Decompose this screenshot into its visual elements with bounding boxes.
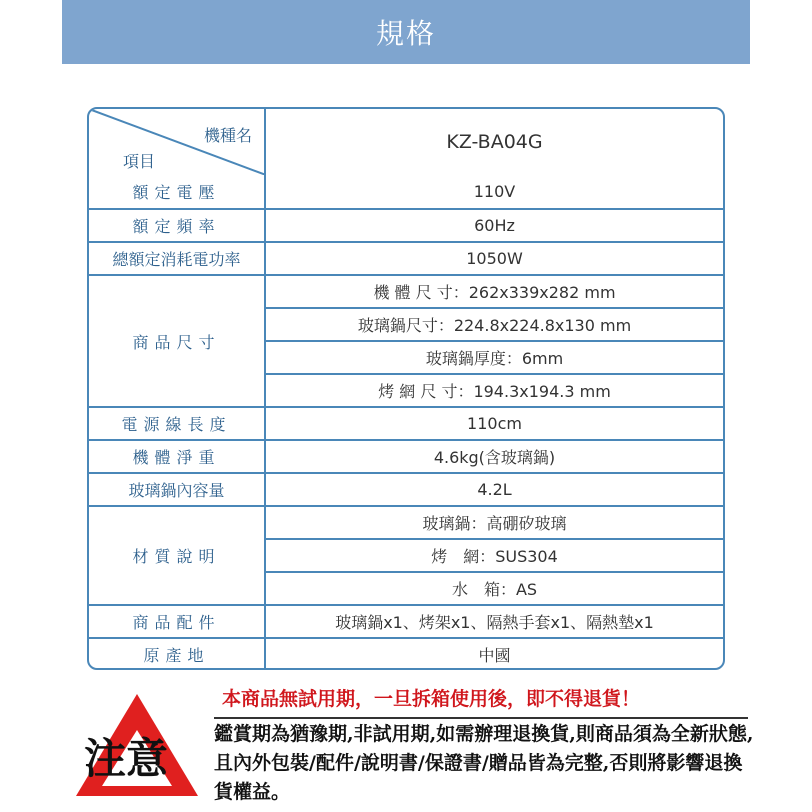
row-value: 機 體 尺 寸：262x339x282 mm	[373, 283, 616, 302]
row-value: 烤 網：SUS304	[266, 538, 723, 571]
row-value: 110cm	[467, 414, 522, 433]
row-value: 1050W	[466, 249, 523, 268]
notice-banner	[62, 676, 754, 812]
row-value: 水 箱：AS	[266, 571, 723, 604]
table-row	[89, 505, 723, 604]
row-label: 機體淨重	[89, 441, 266, 472]
row-value: 4.6kg(含玻璃鍋)	[433, 448, 556, 467]
row-value: 60Hz	[474, 216, 515, 235]
row-label: 玻璃鍋內容量	[89, 474, 266, 505]
row-label: 商品配件	[89, 606, 266, 637]
row-label: 額定頻率	[89, 210, 266, 241]
corner-model-label: 機種名	[203, 126, 252, 145]
table-row	[89, 472, 723, 505]
table-row	[89, 637, 723, 670]
table-row	[89, 274, 723, 406]
table-row	[89, 175, 723, 208]
table-row	[89, 406, 723, 439]
table-header-row	[89, 109, 723, 175]
spec-table	[87, 107, 725, 670]
table-row	[89, 241, 723, 274]
model-name: KZ-BA04G	[446, 131, 543, 153]
row-value: 中國	[478, 646, 511, 665]
row-value: 玻璃鍋x1、烤架x1、隔熱手套x1、隔熱墊x1	[335, 613, 654, 632]
caution-badge: 注意	[84, 734, 169, 783]
page-title: 規格	[62, 0, 750, 64]
table-row	[89, 439, 723, 472]
row-label: 額定電壓	[89, 175, 266, 208]
row-label: 原產地	[89, 639, 266, 670]
row-label: 商品尺寸	[89, 276, 266, 406]
row-value: 4.2L	[477, 480, 512, 499]
row-value: 玻璃鍋尺寸：224.8x224.8x130 mm	[266, 307, 723, 340]
row-value: 110V	[473, 182, 516, 201]
row-value: 烤 網 尺 寸：194.3x194.3 mm	[266, 373, 723, 406]
notice-headline: 本商品無試用期，一旦拆箱使用後，即不得退貨！	[222, 688, 641, 710]
row-value: 玻璃鍋：高硼矽玻璃	[422, 514, 567, 533]
row-value: 玻璃鍋厚度：6mm	[266, 340, 723, 373]
row-label: 總額定消耗電功率	[89, 243, 266, 274]
table-row	[89, 604, 723, 637]
notice-body: 鑑賞期為猶豫期,非試用期,如需辦理退換貨,則商品須為全新狀態,且內外包裝/配件/說明書/保證書/贈品皆為完整,否則將影響退換貨權益。	[214, 723, 754, 803]
row-label: 電源線長度	[89, 408, 266, 439]
corner-cell	[89, 109, 266, 175]
corner-item-label: 項目	[123, 152, 156, 171]
row-label: 材質說明	[89, 507, 266, 604]
table-row	[89, 208, 723, 241]
divider	[214, 717, 748, 719]
